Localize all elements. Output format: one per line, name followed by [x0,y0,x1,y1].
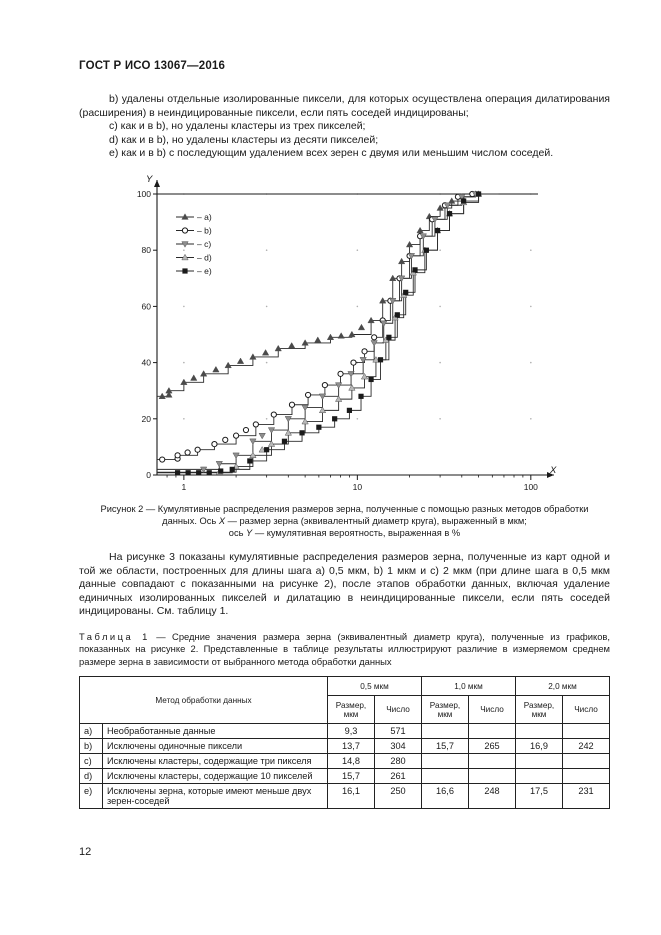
series-marker-2 [259,433,265,439]
x-tick-label: 100 [523,482,538,492]
series-marker-4 [395,312,400,317]
series-marker-0 [237,358,243,364]
grid-dot [183,249,185,251]
series-marker-1 [185,450,190,455]
series-marker-1 [243,427,248,432]
row-method: Исключены зерна, которые имеют меньше двух зерен-соседей [103,784,328,809]
standard-header: ГОСТ Р ИСО 13067—2016 [79,60,226,72]
cell-size-20: 16,9 [516,739,563,754]
row-method: Исключены кластеры, содержащие 10 пикселей [103,769,328,784]
series-marker-4 [186,470,191,475]
cell-count-05: 571 [375,724,422,739]
series-marker-1 [271,412,276,417]
caption-line-2 [79,515,610,527]
x-axis-label: X [550,465,557,476]
series-marker-0 [338,333,344,339]
y-axis-arrow [154,180,160,187]
cell-count-05: 261 [375,769,422,784]
grid-dot [357,249,359,251]
cell-count-20 [563,754,610,769]
series-marker-1 [351,360,356,365]
series-marker-4 [347,408,352,413]
series-marker-4 [316,425,321,430]
cell-size-05: 14,8 [328,754,375,769]
table-caption-label: Таблица 1 [79,631,150,642]
row-letter: c) [80,754,103,769]
cell-size-10: 15,7 [422,739,469,754]
series-marker-4 [403,290,408,295]
y-tick-label: 20 [141,413,151,424]
series-marker-4 [368,377,373,382]
cell-size-05: 13,7 [328,739,375,754]
cell-count-20: 242 [563,739,610,754]
size-header: Размер, мкм [516,696,563,724]
series-marker-4 [299,430,304,435]
cell-size-20 [516,754,563,769]
y-tick-label: 100 [136,189,151,199]
grid-dot [439,306,441,308]
list-item-d: d) как и в b), но удалены кластеры из десяти пикселей; [109,134,379,146]
cell-count-20 [563,769,610,784]
grid-dot [530,306,532,308]
grid-dot [357,418,359,420]
cell-size-05: 16,1 [328,784,375,809]
cell-size-10 [422,769,469,784]
series-marker-1 [160,457,165,462]
series-marker-0 [288,343,294,349]
cell-count-10 [469,724,516,739]
series-marker-1 [212,441,217,446]
row-letter: d) [80,769,103,784]
chart-series-lines [157,194,498,473]
list-item-c: c) как и в b), но удалены кластеры из трех пикселей; [109,120,366,132]
count-header: Число [469,696,516,724]
series-marker-4 [218,468,223,473]
caption-axis-y: Y [246,528,253,538]
cell-count-10: 248 [469,784,516,809]
grid-dot [266,362,268,364]
series-marker-4 [247,458,252,463]
table-row [80,784,610,809]
series-marker-1 [195,447,200,452]
method-header: Метод обработки данных [80,677,328,724]
cell-size-20: 17,5 [516,784,563,809]
legend-label: – e) [197,266,212,276]
series-marker-4 [435,228,440,233]
series-marker-4 [196,470,201,475]
caption-line-1: Рисунок 2 — Кумулятивные распределения размеров зерна, полученные с помощью разных методов обработки [100,504,589,514]
cell-size-05: 15,7 [328,769,375,784]
series-marker-4 [207,470,212,475]
legend-label: – c) [197,239,212,249]
legend-label: – a) [197,212,212,222]
row-letter: e) [80,784,103,809]
grid-dot [266,306,268,308]
grid-dot [266,249,268,251]
row-letter: a) [80,724,103,739]
grid-dot [439,249,441,251]
series-marker-4 [230,467,235,472]
series-marker-4 [358,394,363,399]
series-line-3 [157,194,498,472]
grid-dot [183,306,185,308]
series-line-4 [157,194,498,473]
series-marker-0 [191,375,197,381]
y-axis-label: Y [146,174,153,185]
series-marker-4 [461,198,466,203]
x-tick-label: 1 [181,482,187,492]
caption-part: — размер зерна (эквивалентный диаметр круга), выраженный в мкм; [225,516,527,526]
series-marker-4 [282,439,287,444]
series-marker-1 [338,371,343,376]
caption-part: — кумулятивная вероятность, выраженная в % [252,528,461,538]
grid-dot [530,418,532,420]
y-tick-label: 40 [141,357,151,368]
row-letter: b) [80,739,103,754]
size-header: Размер, мкм [328,696,375,724]
cell-count-20: 231 [563,784,610,809]
cell-size-10 [422,754,469,769]
series-marker-1 [223,437,228,442]
chart-axes [154,180,554,478]
series-marker-4 [332,416,337,421]
grain-size-table [79,676,610,809]
caption-line-3 [79,527,610,539]
grid-dot [439,418,441,420]
grid-dot [357,306,359,308]
size-header: Размер, мкм [422,696,469,724]
series-marker-1 [289,402,294,407]
table-row [80,754,610,769]
grid-dot [266,418,268,420]
table-row [80,769,610,784]
page-number: 12 [79,846,92,858]
series-marker-0 [358,324,364,330]
legend-label: – b) [197,225,212,236]
legend-marker [182,268,187,273]
cell-size-20 [516,724,563,739]
count-header: Число [563,696,610,724]
table-row [80,739,610,754]
cell-count-05: 280 [375,754,422,769]
cell-size-10: 16,6 [422,784,469,809]
caption-axis-x: X [218,516,226,526]
grid-dot [439,362,441,364]
grid-dot [530,249,532,251]
row-method: Исключены одиночные пиксели [103,739,328,754]
series-marker-4 [412,267,417,272]
grid-dot [183,362,185,364]
series-marker-1 [305,392,310,397]
cumulative-distribution-chart [135,170,565,495]
cell-size-10 [422,724,469,739]
figure-caption [79,503,610,539]
table-row [80,724,610,739]
y-tick-label: 0 [146,470,151,480]
series-marker-4 [424,248,429,253]
series-line-0 [157,194,498,396]
series-marker-0 [315,337,321,343]
x-tick-label: 10 [352,482,363,492]
chart-legend [176,212,212,276]
legend-label: – d) [197,252,212,263]
series-marker-4 [264,447,269,452]
table-caption [79,631,610,668]
series-marker-1 [322,382,327,387]
count-header: Число [375,696,422,724]
y-tick-label: 80 [141,245,151,256]
caption-part: данных. Ось [162,516,219,526]
legend-marker [182,228,187,233]
cell-count-10 [469,754,516,769]
series-marker-0 [213,366,219,372]
series-marker-1 [175,453,180,458]
y-tick-label: 60 [141,301,151,312]
grid-dot [183,418,185,420]
series-marker-1 [362,349,367,354]
series-marker-4 [175,470,180,475]
caption-part: ось [228,528,247,538]
series-marker-1 [372,335,377,340]
row-method: Исключены кластеры, содержащие три пикселя [103,754,328,769]
row-method: Необработанные данные [103,724,328,739]
table-caption-text: — Средние значения размера зерна (эквивалентный диаметр круга), полученные из графиков, показанных на рисунке 2. Представленные в таблице результаты иллюстрируют различие в измеряемом среднем размере зерна в зависимости от выбранного метода обработки данных [79,631,610,667]
series-marker-1 [253,422,258,427]
cell-count-20 [563,724,610,739]
step-header-10: 1,0 мкм [422,677,516,696]
chart-grid-dots [183,193,532,419]
series-marker-4 [386,335,391,340]
list-item-e: e) как и в b) с последующим удалением всех зерен с двумя или меньшим числом соседей. [109,147,554,159]
cell-count-05: 250 [375,784,422,809]
cell-count-10: 265 [469,739,516,754]
series-marker-4 [378,357,383,362]
cell-size-05: 9,3 [328,724,375,739]
cell-size-20 [516,769,563,784]
list-item-b: b) удалены отдельные изолированные пиксели, для которых осуществлена операция дилатирования (расширения) в неиндицированные пиксели, если пять соседей индицированы; [79,93,610,119]
series-marker-1 [233,433,238,438]
series-marker-4 [447,211,452,216]
cell-count-10 [469,769,516,784]
series-marker-0 [262,350,268,356]
step-header-05: 0,5 мкм [328,677,422,696]
body-paragraph: На рисунке 3 показаны кумулятивные распределения размеров зерна, полученные из карт одной и той же области, построенных для длины шага а) 0,5 мкм, b) 1 мкм и c) 2 мкм (при длине шага в 0,5 мкм данные совпадают с показанными на рисунке 2), после этапов обработки данных, включая удаление единичных изолированных пикселей и дилатацию в неиндицированные пиксели, если пять соседей индицированы. См. таблицу 1. [79,551,610,618]
cell-count-05: 304 [375,739,422,754]
series-marker-4 [476,191,481,196]
step-header-20: 2,0 мкм [516,677,610,696]
grid-dot [530,362,532,364]
